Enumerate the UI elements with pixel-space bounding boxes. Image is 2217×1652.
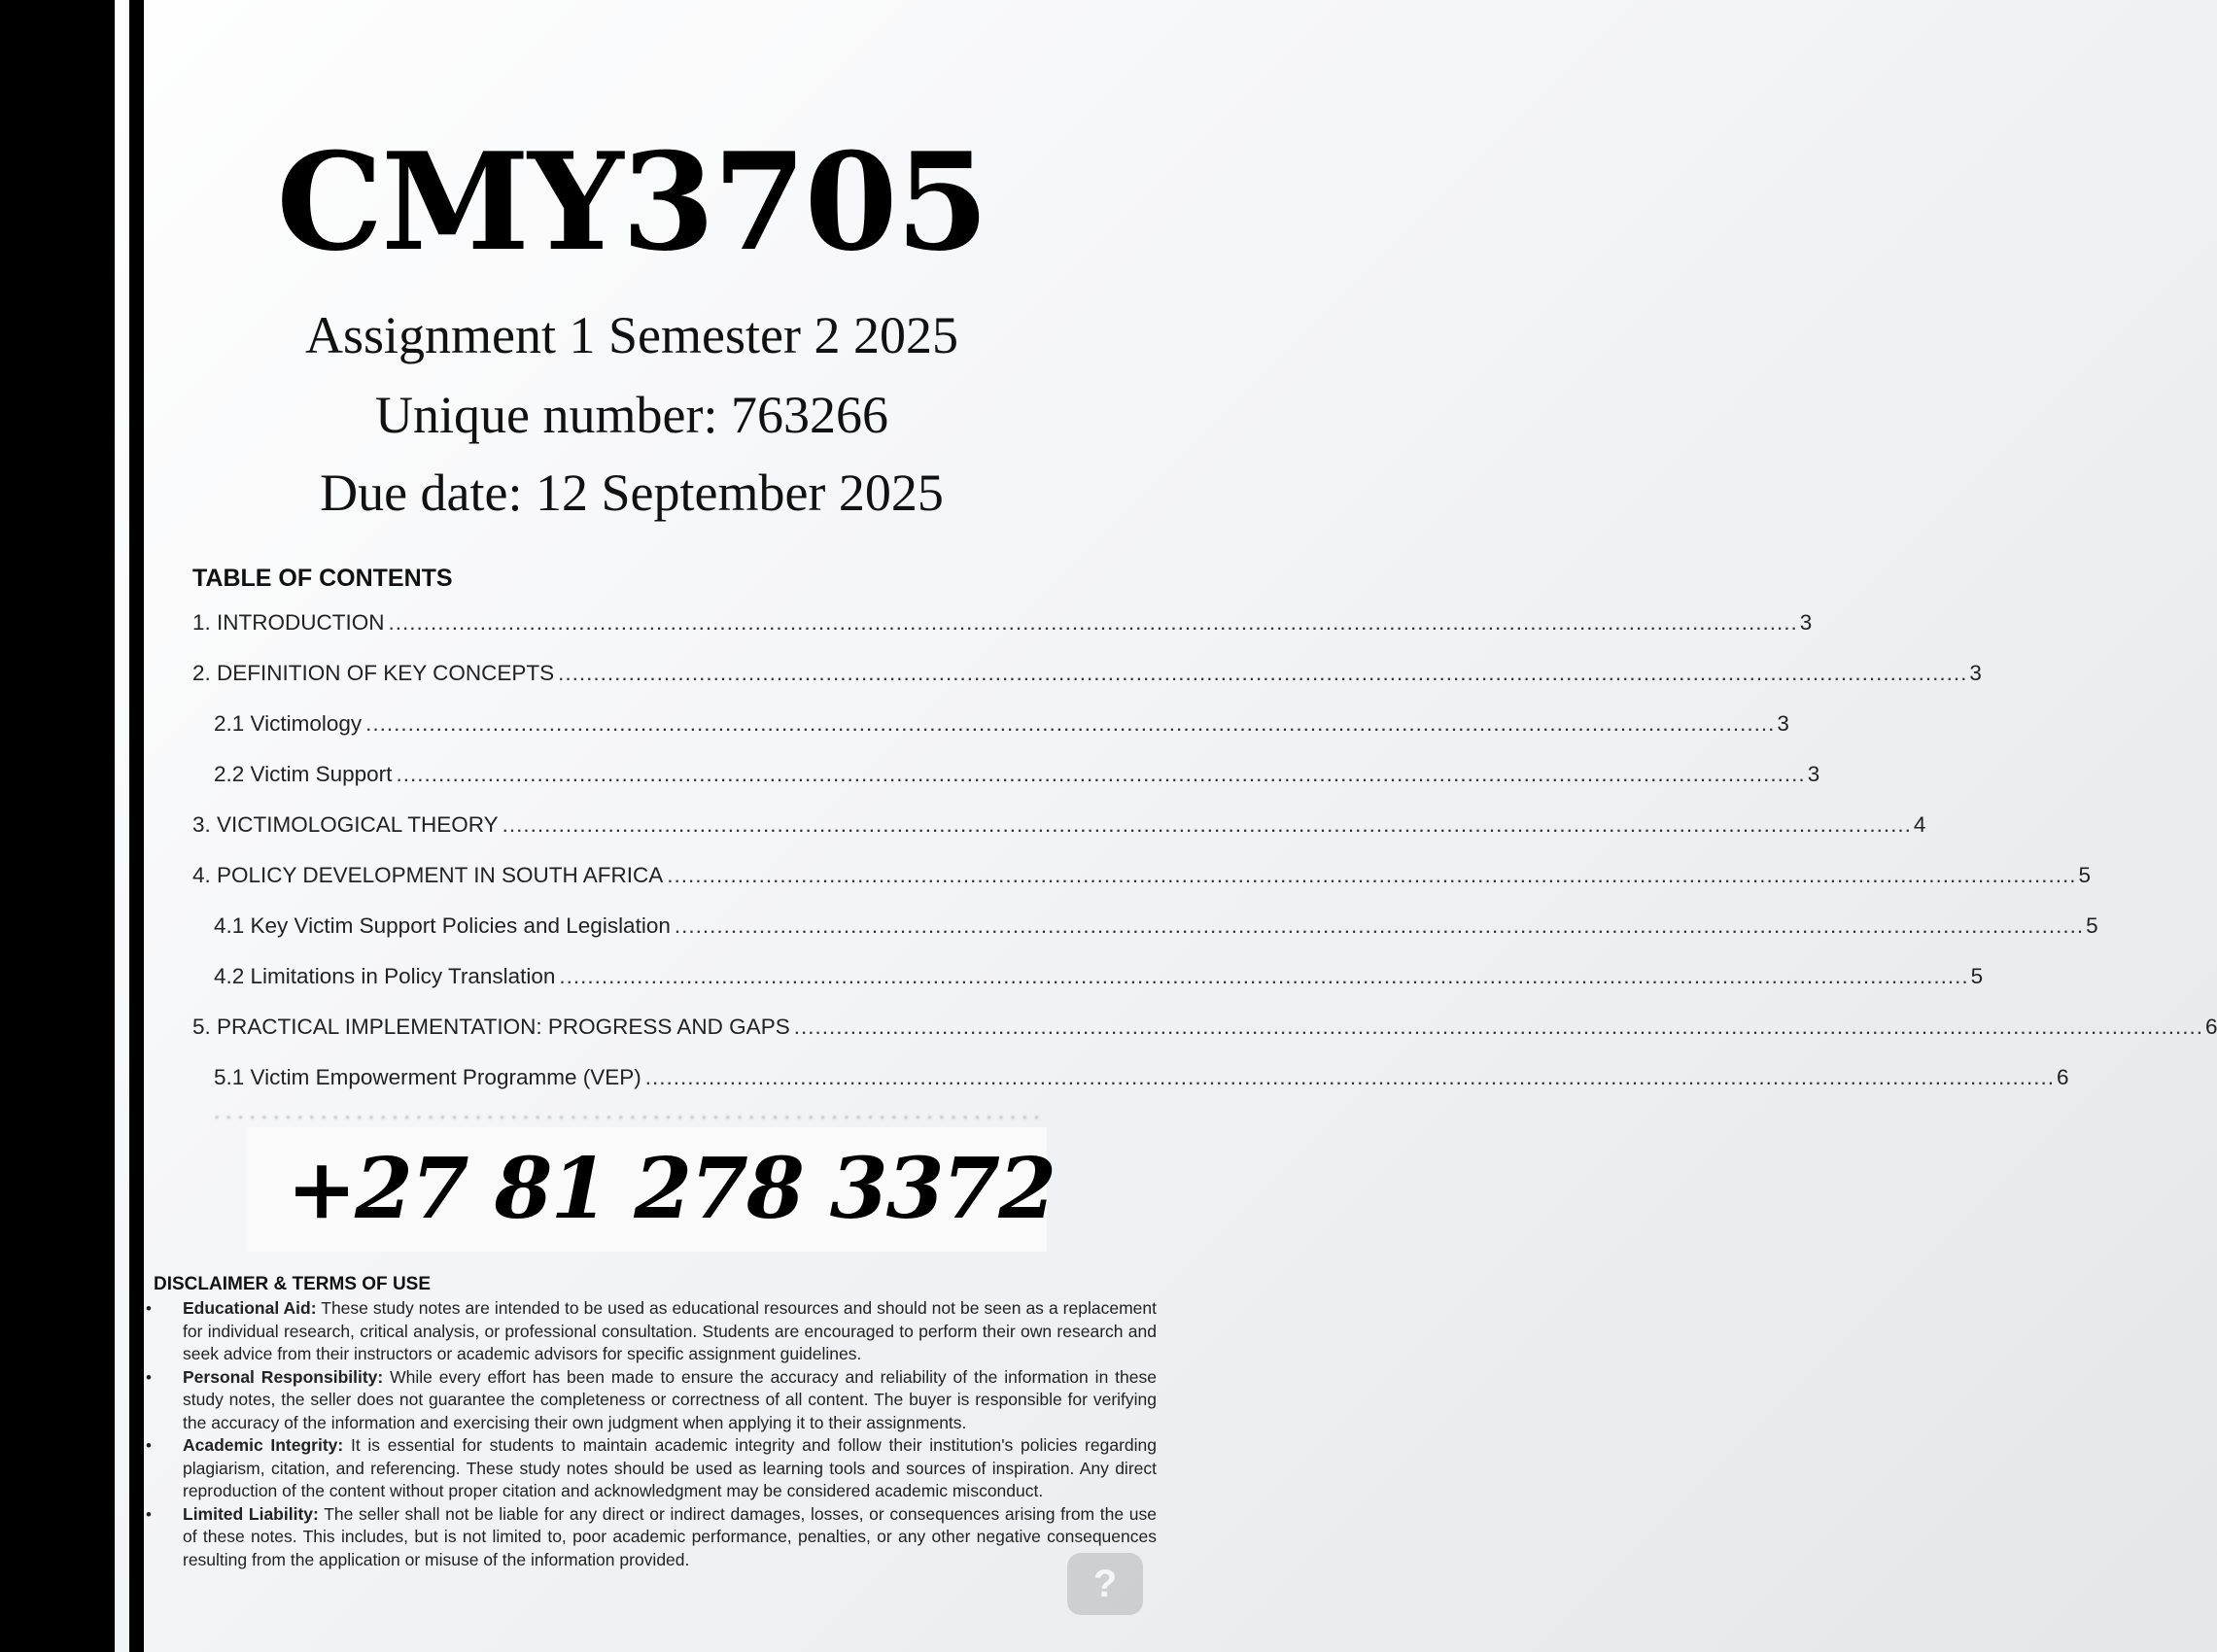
toc-entry-label: 2. DEFINITION OF KEY CONCEPTS	[192, 661, 555, 685]
toc-entry-page: 4	[1913, 812, 1926, 837]
help-badge-icon[interactable]: ?	[1067, 1553, 1143, 1615]
toc-entry-label: 4.2 Limitations in Policy Translation	[214, 964, 556, 988]
disclaimer-item-text: These study notes are intended to be used as educational resources and should not be seen as a replacement for individual research, critical analysis, or professional consultation. Students are encouraged to perform their own research and seek advice from their instructors or academic advisors for specific assignment guidelines.	[183, 1298, 1157, 1363]
table-of-contents	[192, 608, 2217, 1114]
toc-subentry[interactable]	[192, 709, 1789, 760]
left-border-bar	[0, 0, 115, 1652]
disclaimer-item	[146, 1503, 1157, 1572]
toc-subentry[interactable]	[192, 962, 1984, 1013]
bullet-icon: •	[146, 1299, 152, 1318]
toc-entry-page: 5	[1970, 964, 1984, 988]
toc-leader-dots: ........................................................................................................................................................................................................	[365, 711, 1776, 736]
bullet-icon: •	[146, 1504, 152, 1524]
toc-entry-label: 1. INTRODUCTION	[192, 610, 385, 635]
unique-number: Unique number: 763266	[375, 386, 888, 444]
toc-entry[interactable]	[192, 608, 1813, 659]
bullet-icon: •	[146, 1367, 152, 1387]
course-code-title: CMY3705	[276, 122, 987, 281]
toc-leader-dots: ........................................................................................................................................................................................................	[388, 610, 1798, 635]
toc-leader-dots: ........................................................................................................................................................................................................	[667, 863, 2077, 887]
toc-leader-dots: ........................................................................................................................................................................................................	[674, 913, 2085, 938]
whatsapp-contact-banner[interactable]	[246, 1127, 1056, 1252]
left-border-stripe	[129, 0, 144, 1652]
disclaimer-item	[146, 1434, 1157, 1503]
toc-entry-page: 3	[1969, 661, 1982, 685]
disclaimer-item	[146, 1297, 1157, 1366]
disclaimer-item-text: It is essential for students to maintain academic integrity and follow their institution's policies regarding plagiarism, citation, and referencing. These study notes should be used as learning tools and sources of inspiration. Any direct reproduction of the content without proper citation and acknowledgment may be considered academic misconduct.	[183, 1435, 1157, 1500]
disclaimer-item-heading: Educational Aid:	[183, 1298, 317, 1318]
toc-leader-dots: ........................................................................................................................................................................................................	[793, 1015, 2203, 1039]
toc-entry-label: 5. PRACTICAL IMPLEMENTATION: PROGRESS AND GAPS	[192, 1015, 790, 1039]
toc-leader-dots: ........................................................................................................................................................................................................	[558, 661, 1968, 685]
due-date: Due date: 12 September 2025	[320, 464, 944, 522]
disclaimer-item-text: While every effort has been made to ensure the accuracy and reliability of the information in these study notes, the seller does not guarantee the completeness or correctness of all content. The buyer is responsible for verifying the accuracy of the information and exercising their own judgment when applying it to their assignments.	[183, 1366, 1157, 1432]
toc-subentry[interactable]	[192, 912, 2098, 962]
whatsapp-phone-number[interactable]: +27 81 278 3372	[287, 1140, 1056, 1238]
toc-entry-page: 6	[2056, 1065, 2069, 1089]
toc-leader-dots: ........................................................................................................................................................................................................	[644, 1065, 2055, 1089]
disclaimer-item-heading: Personal Responsibility:	[183, 1366, 384, 1387]
toc-subentry[interactable]	[192, 760, 1820, 810]
toc-entry[interactable]	[192, 861, 2092, 912]
toc-leader-dots: ........................................................................................................................................................................................................	[559, 964, 1969, 988]
disclaimer-list	[146, 1297, 1157, 1571]
toc-entry-page: 6	[2204, 1015, 2217, 1039]
toc-entry-page: 3	[1799, 610, 1813, 635]
toc-entry-label: 3. VICTIMOLOGICAL THEORY	[192, 812, 499, 837]
toc-entry[interactable]	[192, 659, 1982, 709]
toc-entry-label: 2.1 Victimology	[214, 711, 363, 736]
toc-entry-label: 2.2 Victim Support	[214, 762, 393, 786]
toc-cutoff-line: . . . . . . . . . . . . . . . . . . . . . . . . . . . . . . . . . . . . . . . . . . . . . . . . . . . . . . . . . . . . . . . . . . . . . .	[214, 1099, 1040, 1123]
toc-entry[interactable]	[192, 810, 1926, 861]
disclaimer-item-heading: Limited Liability:	[183, 1503, 319, 1524]
toc-entry-label: 4. POLICY DEVELOPMENT IN SOUTH AFRICA	[192, 863, 664, 887]
toc-entry-page: 3	[1807, 762, 1820, 786]
disclaimer-title: DISCLAIMER & TERMS OF USE	[154, 1274, 432, 1294]
toc-entry[interactable]	[192, 1013, 2217, 1063]
toc-entry-page: 3	[1777, 711, 1789, 736]
toc-entry-page: 5	[2086, 913, 2098, 938]
toc-entry-page: 5	[2078, 863, 2092, 887]
toc-leader-dots: ........................................................................................................................................................................................................	[396, 762, 1806, 786]
disclaimer-item	[146, 1366, 1157, 1435]
toc-title: TABLE OF CONTENTS	[192, 565, 453, 592]
toc-leader-dots: ........................................................................................................................................................................................................	[502, 812, 1912, 837]
disclaimer-item-text: The seller shall not be liable for any direct or indirect damages, losses, or consequences arising from the use of these notes. This includes, but is not limited to, poor academic performance, penalties, or any other negative consequences resulting from the application or misuse of the information provided.	[183, 1503, 1157, 1569]
assignment-subtitle: Assignment 1 Semester 2 2025	[305, 306, 958, 364]
bullet-icon: •	[146, 1436, 152, 1455]
toc-entry-label: 5.1 Victim Empowerment Programme (VEP)	[214, 1065, 641, 1089]
disclaimer-item-heading: Academic Integrity:	[183, 1435, 344, 1455]
toc-entry-label: 4.1 Key Victim Support Policies and Legislation	[214, 913, 671, 938]
